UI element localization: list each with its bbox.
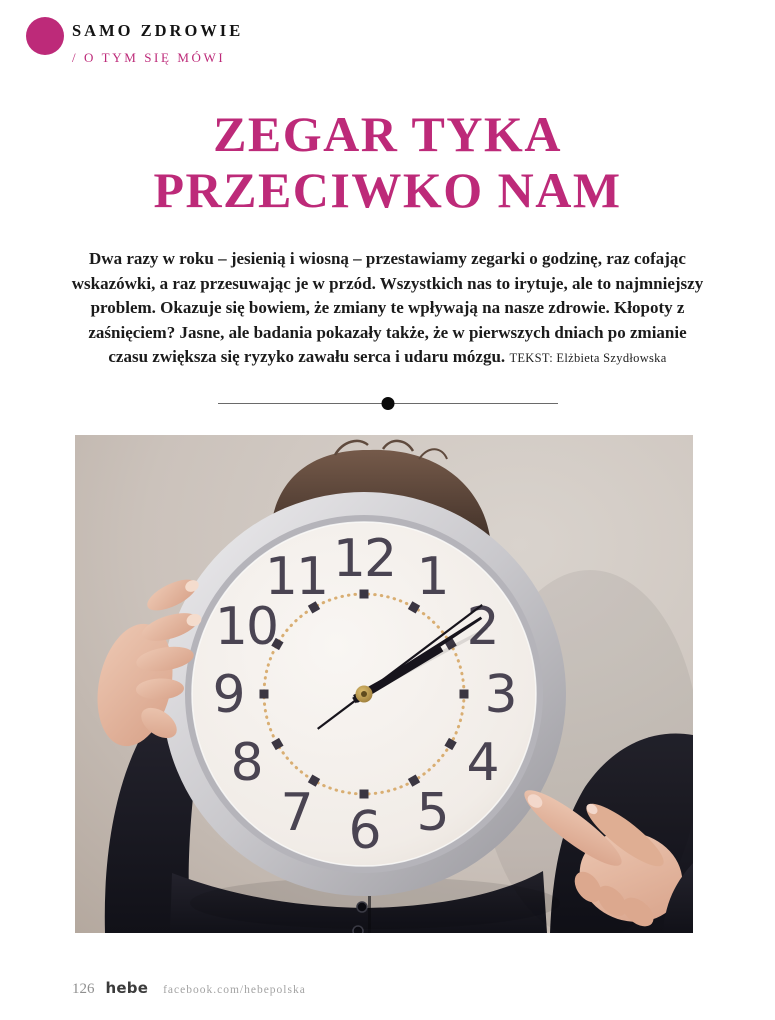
clock-numeral-7: 7 (280, 783, 312, 843)
clock-numeral-10: 10 (214, 597, 278, 657)
kicker (72, 21, 243, 66)
article-headline (0, 106, 775, 218)
intro-paragraph (68, 247, 708, 371)
clock-numeral-9: 9 (212, 665, 244, 725)
clock-numeral-6: 6 (348, 801, 380, 861)
clock-numeral-8: 8 (230, 733, 262, 793)
page-number: 126 (72, 981, 95, 997)
divider-dot-icon (381, 397, 394, 410)
wall-clock (162, 492, 566, 896)
photo-illustration (75, 435, 693, 933)
clock-numeral-4: 4 (466, 733, 498, 793)
page-footer (72, 979, 306, 998)
clock-numeral-1: 1 (416, 547, 448, 607)
magazine-logo: hebe (105, 979, 149, 997)
facebook-url: facebook.com/hebepolska (163, 984, 306, 996)
clock-numeral-5: 5 (416, 783, 448, 843)
clock-numeral-11: 11 (264, 547, 328, 607)
headline-line-1: ZEGAR TYKA (213, 106, 562, 162)
article-photo (75, 435, 693, 933)
intro-text: Dwa razy w roku – jesienią i wiosną – przestawiamy zegarki o godzinę, raz cofając wskazówki, a raz przesuwając je w przód. Wszystkich nas to irytuje, ale to najmniejszy problem. Okazuje się bowiem, że zmiany te wpływają na nasze zdrowie. Kłopoty z zaśnięciem? Jasne, ale badania pokazały także, że w pierwszych dniach po zmianie czasu zwiększa się ryzyko zawału serca i udaru mózgu. (71, 249, 704, 366)
headline-line-2: PRZECIWKO NAM (153, 162, 622, 218)
brand-dot-icon (26, 17, 64, 55)
section-label: SAMO ZDROWIE (72, 21, 244, 40)
clock-numeral-3: 3 (484, 665, 516, 725)
author-byline: TEKST: Elżbieta Szydłowska (509, 351, 667, 365)
clock-numeral-2: 2 (466, 597, 498, 657)
clock-numeral-12: 12 (332, 529, 396, 589)
section-sublabel: / O TYM SIĘ MÓWI (72, 50, 226, 65)
